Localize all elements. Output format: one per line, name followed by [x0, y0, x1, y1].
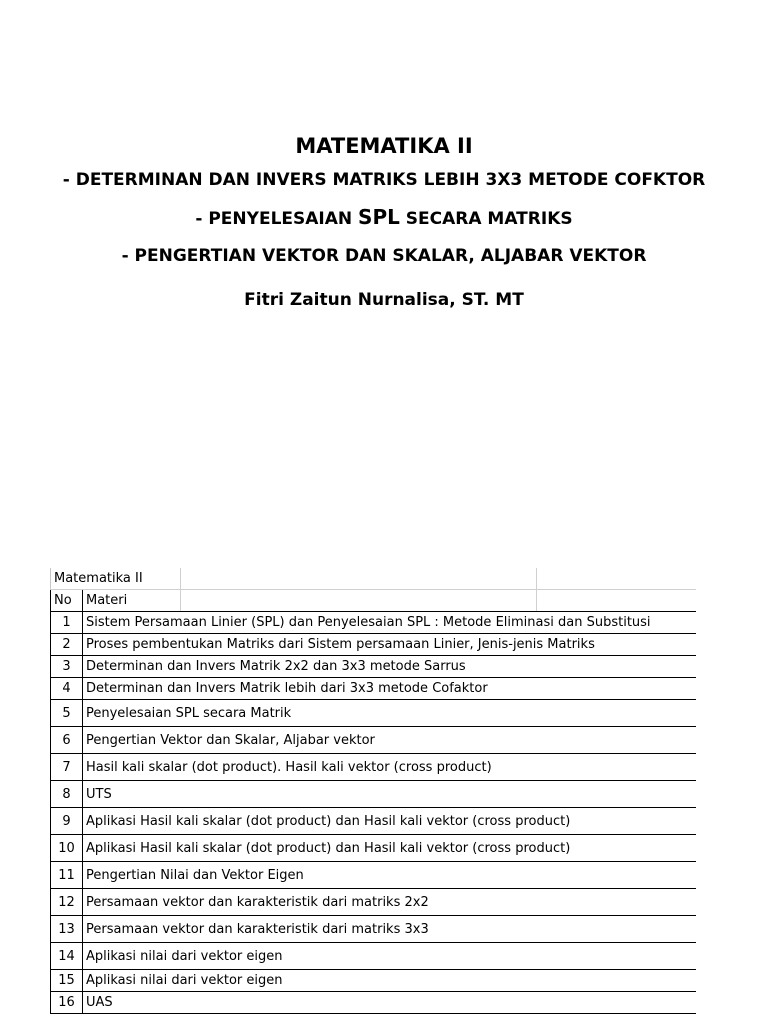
- table-row: [51, 727, 696, 754]
- author-name: Fitri Zaitun Nurnalisa, ST. MT: [244, 290, 524, 310]
- subtitle-line-1: - DETERMINAN DAN INVERS MATRIKS LEBIH 3X3 METODE COFKTOR: [62, 170, 706, 190]
- empty-cell: [537, 590, 696, 612]
- row-number: 2: [51, 634, 83, 656]
- row-materi: Aplikasi Hasil kali skalar (dot product) dan Hasil kali vektor (cross product): [83, 808, 696, 835]
- subtitle-line-2-emph: SPL: [358, 205, 400, 229]
- row-number: 14: [51, 943, 83, 970]
- subtitle-line-2-suffix: SECARA MATRIKS: [399, 209, 573, 229]
- row-materi: Hasil kali skalar (dot product). Hasil kali vektor (cross product): [83, 754, 696, 781]
- table-row: [51, 781, 696, 808]
- empty-cell: [181, 568, 537, 590]
- row-materi: Persamaan vektor dan karakteristik dari matriks 2x2: [83, 889, 696, 916]
- table-caption-row: [51, 568, 696, 590]
- table-row: [51, 634, 696, 656]
- row-number: 13: [51, 916, 83, 943]
- row-materi: Penyelesaian SPL secara Matrik: [83, 700, 696, 727]
- table-caption: Matematika II: [51, 568, 181, 590]
- row-materi: Determinan dan Invers Matrik 2x2 dan 3x3 metode Sarrus: [83, 656, 696, 678]
- table-row: [51, 656, 696, 678]
- table-row: [51, 943, 696, 970]
- row-materi: UTS: [83, 781, 696, 808]
- table-row: [51, 835, 696, 862]
- row-materi: UAS: [83, 992, 696, 1014]
- subtitle-line-2-prefix: - PENYELESAIAN: [195, 209, 359, 229]
- syllabus-table: [50, 568, 696, 1014]
- table-row: [51, 970, 696, 992]
- row-materi: Determinan dan Invers Matrik lebih dari 3x3 metode Cofaktor: [83, 678, 696, 700]
- table-row: [51, 754, 696, 781]
- row-materi: Aplikasi Hasil kali skalar (dot product) dan Hasil kali vektor (cross product): [83, 835, 696, 862]
- row-materi: Aplikasi nilai dari vektor eigen: [83, 970, 696, 992]
- row-number: 5: [51, 700, 83, 727]
- row-number: 6: [51, 727, 83, 754]
- table-row: [51, 862, 696, 889]
- row-materi: Aplikasi nilai dari vektor eigen: [83, 943, 696, 970]
- row-number: 9: [51, 808, 83, 835]
- column-header-no: No: [51, 590, 83, 612]
- row-number: 7: [51, 754, 83, 781]
- row-number: 12: [51, 889, 83, 916]
- row-number: 16: [51, 992, 83, 1014]
- empty-cell: [181, 590, 537, 612]
- row-number: 10: [51, 835, 83, 862]
- table-row: [51, 678, 696, 700]
- table-row: [51, 700, 696, 727]
- column-header-materi: Materi: [83, 590, 181, 612]
- row-materi: Pengertian Nilai dan Vektor Eigen: [83, 862, 696, 889]
- row-materi: Proses pembentukan Matriks dari Sistem persamaan Linier, Jenis-jenis Matriks: [83, 634, 696, 656]
- table-row: [51, 612, 696, 634]
- row-number: 11: [51, 862, 83, 889]
- subtitle-line-3: - PENGERTIAN VEKTOR DAN SKALAR, ALJABAR VEKTOR: [121, 246, 647, 266]
- subtitle-line-2: [0, 199, 768, 238]
- row-number: 8: [51, 781, 83, 808]
- row-materi: Persamaan vektor dan karakteristik dari matriks 3x3: [83, 916, 696, 943]
- table-row: [51, 992, 696, 1014]
- table-header-row: [51, 590, 696, 612]
- empty-cell: [537, 568, 696, 590]
- row-materi: Sistem Persamaan Linier (SPL) dan Penyelesaian SPL : Metode Eliminasi dan Substitusi: [83, 612, 696, 634]
- row-number: 4: [51, 678, 83, 700]
- row-number: 1: [51, 612, 83, 634]
- title-block: [0, 130, 768, 311]
- row-number: 15: [51, 970, 83, 992]
- table-row: [51, 808, 696, 835]
- document-title: MATEMATIKA II: [295, 134, 473, 158]
- table-row: [51, 916, 696, 943]
- row-materi: Pengertian Vektor dan Skalar, Aljabar vektor: [83, 727, 696, 754]
- row-number: 3: [51, 656, 83, 678]
- table-row: [51, 889, 696, 916]
